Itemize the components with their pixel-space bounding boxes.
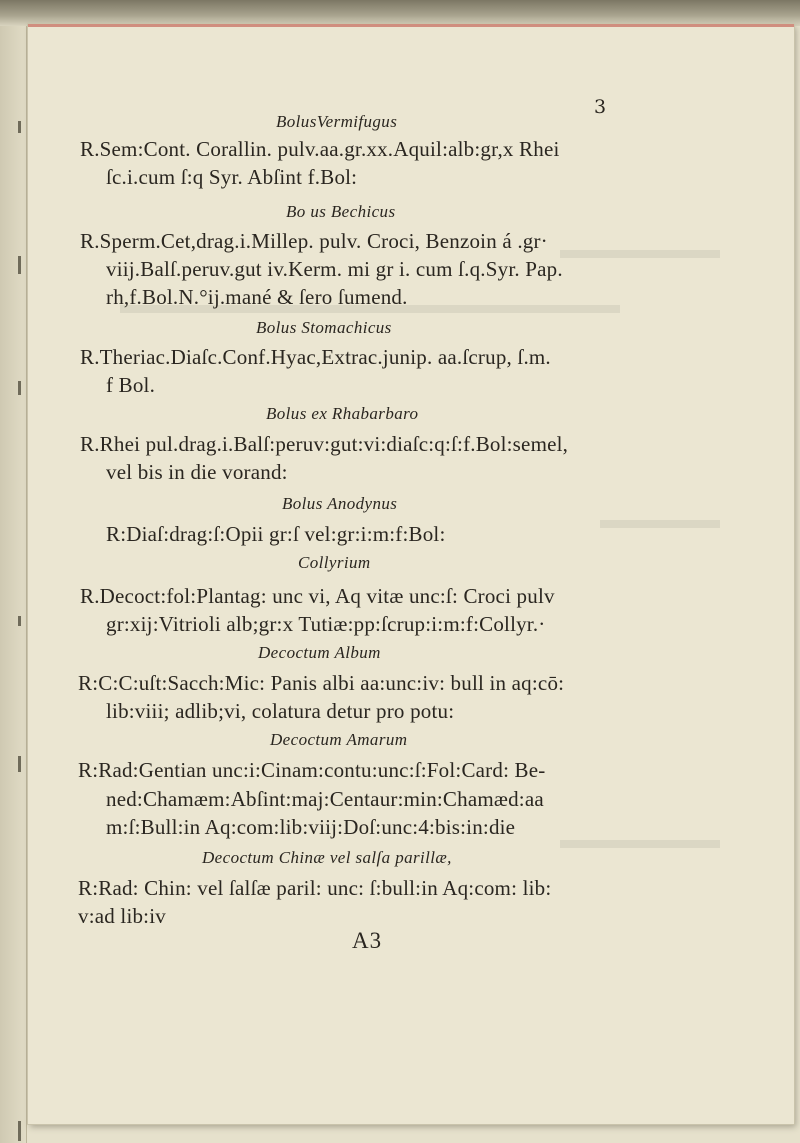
recipe-heading: BolusVermifugus [276, 112, 398, 131]
gutter-mark [18, 616, 21, 626]
signature-mark: A3 [352, 928, 383, 953]
show-through-shadow [600, 520, 720, 528]
recipe-line: rh,f.Bol.N.°ij.mané & ſero ſumend. [106, 285, 408, 309]
show-through-shadow [560, 250, 720, 258]
gutter-mark [18, 381, 21, 395]
recipe-line: v:ad lib:iv [78, 904, 166, 928]
recipe-line: R:Rad:Gentian unc:i:Cinam:contu:unc:ſ:Fol:Card: Be- [78, 758, 546, 782]
recipe-line: gr:xij:Vitrioli alb;gr:x Tutiæ:pp:ſcrup:i:m:f:Collyr.· [106, 612, 546, 636]
recipe-heading: Decoctum Album [258, 643, 381, 662]
recipe-heading: Bolus Anodynus [282, 494, 398, 513]
recipe-line: vel bis in die vorand: [106, 460, 288, 484]
page-edge-stain [28, 24, 794, 27]
recipe-heading: Decoctum Chinæ vel salſa parillæ, [202, 848, 452, 867]
recipe-line: R.Theriac.Diaſc.Conf.Hyac,Extrac.junip. aa.ſcrup, ſ.m. [80, 345, 551, 369]
recipe-heading: Bolus Stomachicus [256, 318, 392, 337]
recipe-line: lib:viii; adlib;vi, colatura detur pro potu: [106, 699, 455, 723]
recipe-line: R:Rad: Chin: vel ſalſæ paril: unc: ſ:bull:in Aq:com: lib: [78, 876, 552, 900]
gutter-mark [18, 121, 21, 133]
recipe-line: m:ſ:Bull:in Aq:com:lib:viij:Doſ:unc:4:bis:in:die [106, 815, 516, 839]
page-number: 3 [594, 96, 607, 118]
recipe-line: R:C:C:uſt:Sacch:Mic: Panis albi aa:unc:iv: bull in aq:cō: [78, 671, 565, 695]
recipe-heading: Collyrium [298, 553, 371, 572]
recipe-line: R.Rhei pul.drag.i.Balſ:peruv:gut:vi:diaſc:q:ſ:f.Bol:semel, [80, 432, 569, 456]
recipe-heading: Decoctum Amarum [270, 730, 408, 749]
recipe-line: R.Sperm.Cet,drag.i.Millep. pulv. Croci, Benzoin á .gr· [80, 229, 548, 253]
recipe-line: R.Decoct:fol:Plantag: unc vi, Aq vitæ unc:ſ: Croci pulv [80, 584, 555, 608]
recipe-line: R:Diaſ:drag:ſ:Opii gr:ſ vel:gr:i:m:f:Bol: [106, 522, 446, 546]
show-through-shadow [560, 840, 720, 848]
recipe-line: viij.Balſ.peruv.gut iv.Kerm. mi gr i. cum ſ.q.Syr. Pap. [106, 257, 563, 281]
gutter-mark [18, 1121, 21, 1141]
book-gutter [0, 26, 27, 1143]
recipe-heading: Bo us Bechicus [286, 202, 396, 221]
book-top-shadow [0, 0, 800, 26]
recipe-line: ned:Chamæm:Abſint:maj:Centaur:min:Chamæd:aa [106, 787, 544, 811]
gutter-mark [18, 756, 21, 772]
recipe-heading: Bolus ex Rhabarbaro [266, 404, 419, 423]
recipe-line: f Bol. [106, 373, 156, 397]
recipe-line: R.Sem:Cont. Corallin. pulv.aa.gr.xx.Aquil:alb:gr,x Rhei [80, 137, 560, 161]
recipe-line: ſc.i.cum ſ:q Syr. Abſint f.Bol: [106, 165, 358, 189]
gutter-mark [18, 256, 21, 274]
